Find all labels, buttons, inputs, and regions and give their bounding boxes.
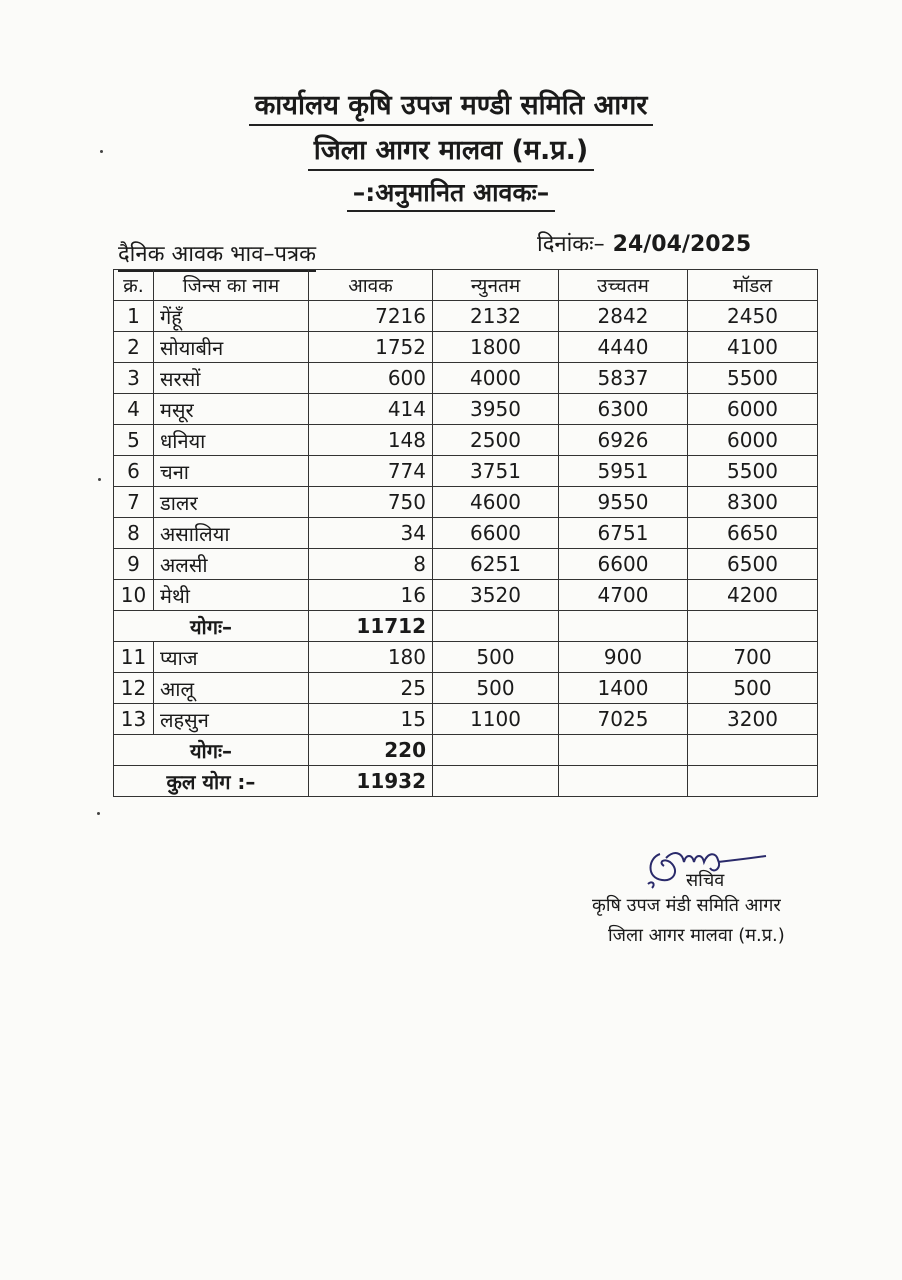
row-max-price: 1400 (559, 673, 688, 704)
row-max-price: 6751 (559, 518, 688, 549)
date-label: दिनांकः– (537, 232, 605, 257)
row-modal-price: 5500 (688, 363, 818, 394)
row-arrival: 180 (309, 642, 433, 673)
row-commodity-name: चना (154, 456, 309, 487)
row-modal-price: 6500 (688, 549, 818, 580)
table-row (114, 487, 818, 518)
row-serial: 12 (114, 673, 154, 704)
row-arrival: 7216 (309, 301, 433, 332)
margin-dot (97, 812, 100, 815)
row-arrival: 25 (309, 673, 433, 704)
row-arrival: 774 (309, 456, 433, 487)
row-serial: 2 (114, 332, 154, 363)
estimate-title (0, 180, 902, 205)
row-min-price: 6600 (433, 518, 559, 549)
row-max-price: 7025 (559, 704, 688, 735)
row-serial: 13 (114, 704, 154, 735)
row-max-price: 900 (559, 642, 688, 673)
row-min-price: 3520 (433, 580, 559, 611)
empty-cell (688, 766, 818, 797)
row-commodity-name: अलसी (154, 549, 309, 580)
row-modal-price: 700 (688, 642, 818, 673)
row-modal-price: 5500 (688, 456, 818, 487)
subtotal2-row (114, 735, 818, 766)
grand-total-label: कुल योग :– (114, 766, 309, 797)
office-title-text: कार्यालय कृषि उपज मण्डी समिति आगर (249, 90, 654, 126)
date-block (537, 228, 751, 258)
table-row (114, 394, 818, 425)
row-max-price: 9550 (559, 487, 688, 518)
row-min-price: 500 (433, 642, 559, 673)
subtotal1-row (114, 611, 818, 642)
row-min-price: 4600 (433, 487, 559, 518)
table-row (114, 642, 818, 673)
row-modal-price: 6650 (688, 518, 818, 549)
row-modal-price: 4100 (688, 332, 818, 363)
row-min-price: 1100 (433, 704, 559, 735)
row-commodity-name: सरसों (154, 363, 309, 394)
signatory-district: जिला आगर मालवा (म.प्र.) (608, 925, 785, 946)
row-arrival: 600 (309, 363, 433, 394)
report-title: दैनिक आवक भाव–पत्रक (118, 238, 316, 272)
row-arrival: 1752 (309, 332, 433, 363)
row-min-price: 2132 (433, 301, 559, 332)
row-serial: 9 (114, 549, 154, 580)
row-serial: 10 (114, 580, 154, 611)
subtotal1-label: योगः– (114, 611, 309, 642)
row-arrival: 16 (309, 580, 433, 611)
row-commodity-name: आलू (154, 673, 309, 704)
table-row (114, 363, 818, 394)
empty-cell (433, 766, 559, 797)
row-max-price: 6926 (559, 425, 688, 456)
row-min-price: 3950 (433, 394, 559, 425)
empty-cell (688, 735, 818, 766)
table-row (114, 425, 818, 456)
date-value: 24/04/2025 (612, 232, 752, 257)
group1-rows (114, 301, 818, 611)
grand-total-row (114, 766, 818, 797)
empty-cell (688, 611, 818, 642)
row-max-price: 4440 (559, 332, 688, 363)
col-header-modal: मॉडल (688, 270, 818, 301)
row-modal-price: 4200 (688, 580, 818, 611)
row-serial: 5 (114, 425, 154, 456)
empty-cell (559, 611, 688, 642)
row-serial: 3 (114, 363, 154, 394)
row-max-price: 5951 (559, 456, 688, 487)
group2-rows (114, 642, 818, 735)
margin-dot (100, 150, 103, 153)
col-header-min: न्युनतम (433, 270, 559, 301)
empty-cell (559, 766, 688, 797)
row-commodity-name: प्याज (154, 642, 309, 673)
subtotal2-label: योगः– (114, 735, 309, 766)
row-modal-price: 3200 (688, 704, 818, 735)
subtotal2-value: 220 (309, 735, 433, 766)
row-min-price: 3751 (433, 456, 559, 487)
row-max-price: 2842 (559, 301, 688, 332)
table-row (114, 673, 818, 704)
table-row (114, 456, 818, 487)
margin-dot (98, 478, 101, 481)
grand-total-value: 11932 (309, 766, 433, 797)
row-arrival: 750 (309, 487, 433, 518)
row-min-price: 2500 (433, 425, 559, 456)
row-serial: 1 (114, 301, 154, 332)
row-max-price: 4700 (559, 580, 688, 611)
col-header-max: उच्चतम (559, 270, 688, 301)
row-commodity-name: लहसुन (154, 704, 309, 735)
row-commodity-name: मेथी (154, 580, 309, 611)
row-commodity-name: असालिया (154, 518, 309, 549)
empty-cell (433, 735, 559, 766)
row-commodity-name: धनिया (154, 425, 309, 456)
rates-table (113, 269, 818, 797)
row-serial: 6 (114, 456, 154, 487)
table-row (114, 549, 818, 580)
table-row (114, 580, 818, 611)
row-modal-price: 2450 (688, 301, 818, 332)
row-max-price: 6600 (559, 549, 688, 580)
subtotal1-value: 11712 (309, 611, 433, 642)
table-row (114, 704, 818, 735)
row-arrival: 15 (309, 704, 433, 735)
table-header-row (114, 270, 818, 301)
row-min-price: 4000 (433, 363, 559, 394)
col-header-name: जिन्स का नाम (154, 270, 309, 301)
signatory-org: कृषि उपज मंडी समिति आगर (592, 895, 781, 916)
row-arrival: 34 (309, 518, 433, 549)
estimate-title-text: –:अनुमानित आवकः– (347, 178, 555, 212)
col-header-sn: क्र. (114, 270, 154, 301)
office-title (0, 92, 902, 119)
district-title (0, 137, 902, 164)
signatory-title: सचिव (686, 870, 725, 891)
row-max-price: 6300 (559, 394, 688, 425)
row-modal-price: 500 (688, 673, 818, 704)
empty-cell (559, 735, 688, 766)
row-commodity-name: सोयाबीन (154, 332, 309, 363)
row-modal-price: 6000 (688, 425, 818, 456)
row-min-price: 1800 (433, 332, 559, 363)
row-serial: 11 (114, 642, 154, 673)
table-row (114, 518, 818, 549)
table-row (114, 332, 818, 363)
row-min-price: 500 (433, 673, 559, 704)
row-commodity-name: डालर (154, 487, 309, 518)
table-row (114, 301, 818, 332)
row-min-price: 6251 (433, 549, 559, 580)
row-commodity-name: मसूर (154, 394, 309, 425)
row-modal-price: 8300 (688, 487, 818, 518)
row-max-price: 5837 (559, 363, 688, 394)
row-serial: 4 (114, 394, 154, 425)
row-serial: 7 (114, 487, 154, 518)
row-commodity-name: गेंहूँ (154, 301, 309, 332)
row-arrival: 8 (309, 549, 433, 580)
row-arrival: 148 (309, 425, 433, 456)
row-arrival: 414 (309, 394, 433, 425)
col-header-arrival: आवक (309, 270, 433, 301)
district-title-text: जिला आगर मालवा (म.प्र.) (308, 135, 595, 171)
row-modal-price: 6000 (688, 394, 818, 425)
empty-cell (433, 611, 559, 642)
row-serial: 8 (114, 518, 154, 549)
